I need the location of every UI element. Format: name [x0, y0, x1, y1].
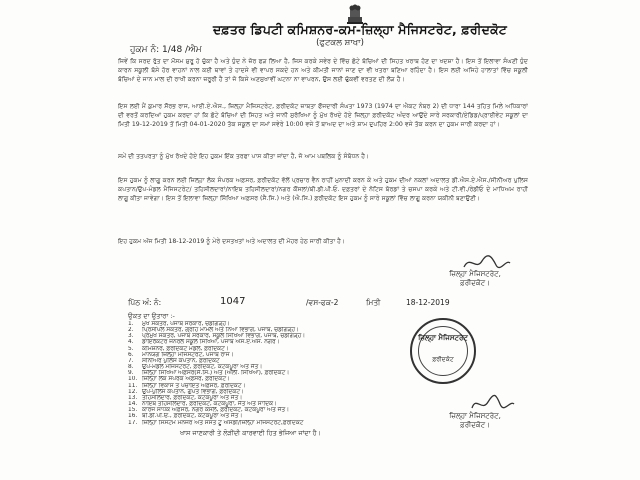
list-item: 1. ਮੁੱਖ ਸਕੱਤਰ, ਪੰਜਾਬ ਸਰਕਾਰ, ਚੰਡੀਗੜ੍ਹ।	[128, 321, 230, 327]
endorsement-date: 18-12-2019	[406, 298, 450, 307]
signature-block-2	[420, 412, 530, 430]
list-item: 8. ਉਪ-ਮੰਡਲ ਮੈਜਿਸਟਰੇਟ, ਫ਼ਰੀਦਕੋਟ, ਕੋਟਕਪੂਰਾ ਅਤੇ ਜੈਤੋ।	[128, 364, 263, 371]
official-stamp	[410, 318, 476, 384]
endorsement-number: 1047	[220, 296, 246, 307]
list-item: 17. ਜ਼ਿਲ੍ਹਾ ਸਿਸਟਮ ਮੈਨੇਜਰ ਅਤੇ ਸਸਤ ਟੂ ਐਸਡੀ/ਜ਼ਿਲ੍ਹਾ ਮੈਜਿਸਟਰੇਟ,ਫ਼ਰੀਦਕੋਟ	[128, 419, 304, 426]
signature-title-1: ਜ਼ਿਲ੍ਹਾ ਮੈਜਿਸਟਰੇਟ,	[449, 270, 501, 278]
distribution-list	[128, 321, 358, 426]
order-number: ਹੁਕਮ ਨੰ: 1/48 /ਐਮ	[130, 45, 202, 55]
signature-scribble-2	[470, 392, 516, 414]
list-item: 13. ਤਹਿਸੀਲਦਾਰ, ਫ਼ਰੀਦਕੋਟ, ਕੋਟਕਪੂਰਾ ਅਤੇ ਜੈਤੋ।	[128, 394, 243, 401]
list-item: 6. ਮਾਨਯੋਗ ਜ਼ਿਲ੍ਹਾ ਮੈਜਿਸਟਰੇਟ, ਪੰਜਾਬ ਰਾਜ।	[128, 351, 234, 358]
list-item: 16. ਬੀ.ਡੀ.ਪੀ.ਓ., ਫ਼ਰੀਦਕੋਟ, ਕੋਟਕਪੂਰਾ ਅਤੇ ਜੈਤੋ।	[128, 413, 243, 420]
footer-note: ਖਾਸ ਜਾਣਕਾਰੀ ਤੇ ਲੋੜੀਂਦੀ ਕਾਰਵਾਈ ਹਿਤ ਭੇਜਿਆ ਜਾਂਦਾ ਹੈ।	[180, 429, 322, 437]
copy-to-title: ਉਕਤ ਦਾ ਉਤਾਰਾ :-	[128, 312, 175, 320]
list-item: 15. ਕਾਰਜ ਸਾਧਕ ਅਫ਼ਸਰ, ਨਗਰ ਕੌਂਸਲ, ਫ਼ਰੀਦਕੋਟ, ਕੋਟਕਪੂਰਾ ਅਤੇ ਜੈਤੋ।	[128, 407, 289, 414]
branch-subtitle: (ਫੁਟਕਲ ਸ਼ਾਖਾ)	[316, 38, 364, 48]
list-item: 7. ਸੀਨੀਅਰ ਪੁਲਿਸ ਕਪਤਾਨ, ਫ਼ਰੀਦਕੋਟ	[128, 357, 220, 364]
signature-place-1: ਫ਼ਰੀਦਕੋਟ।	[460, 279, 490, 287]
list-item: 10. ਜ਼ਿਲ੍ਹਾ ਲੋਕ ਸੰਪਰਕ ਅਫ਼ਸਰ, ਫ਼ਰੀਦਕੋਟ।	[128, 376, 230, 383]
signature-title-2: ਜ਼ਿਲ੍ਹਾ ਮੈਜਿਸਟਰੇਟ,	[449, 412, 501, 420]
paragraph-2: ਇਸ ਲਈ ਮੈਂ ਕੁਮਾਰ ਸੌਰਭ ਰਾਜ, ਆਈ.ਏ.ਐਸ., ਜ਼ਿਲ੍ਹਾ ਮੈਜਿਸਟਰੇਟ, ਫ਼ਰੀਦਕੋਟ ਜ਼ਾਬਤਾ ਫੌਜਦਾਰੀ ਸੰਘਤਾ 1973 (1974 ਦਾ ਐਕਟ ਨੰਬਰ 2) ਦੀ ਧਾਰਾ 144 ਤਹਿਤ ਮਿਲੇ ਅਧਿਕਾਰਾਂ ਦੀ ਵਰਤੋਂ ਕਰਦਿਆਂ ਹੁਕਮ ਕਰਦਾ ਹਾਂ ਕਿ ਛੋਟੇ ਬੱਚਿਆਂ ਦੀ ਸਿਹਤ ਅਤੇ ਜਾਨੀ ਸੁਰੱਖਿਆ ਨੂੰ ਮੁੱਖ ਰੱਖਦੇ ਹੋਏ ਜ਼ਿਲ੍ਹਾ ਫ਼ਰੀਦਕੋਟ ਅੰਦਰ ਆਉਂਦੇ ਸਾਰੇ ਸਰਕਾਰੀ/ਏਡਿਡ/ਪ੍ਰਾਈਵੇਟ ਸਕੂਲਾਂ ਦਾ ਮਿਤੀ 19-12-2019 ਤੋਂ ਮਿਤੀ 04-01-2020 ਤੱਕ ਸਕੂਲ ਦਾ ਸਮਾਂ ਸਵੇਰੇ 10:00 ਵਜੇ ਤੋਂ ਬਾਅਦ ਦਾ ਅਤੇ ਸ਼ਾਮ ਦੁਪਹਿਰ 2:00 ਵਜੇ ਤੱਕ ਕਰਨ ਦਾ ਹੁਕਮ ਜਾਰੀ ਕਰਦਾ ਹਾਂ।	[118, 103, 528, 129]
list-item: 11. ਜ਼ਿਲ੍ਹਾ ਵਿਕਾਸ ਤੇ ਪੰਚਾਇਤ ਅਫ਼ਸਰ, ਫ਼ਰੀਦਕੋਟ।	[128, 382, 246, 389]
list-item: 9. ਜ਼ਿਲ੍ਹਾ ਸਿੱਖਿਆ ਅਫ਼ਸਰ(ਸੈ.ਸਿ.) ਅਤੇ (ਐਲੀ. ਸਿੱਖਿਆ), ਫ਼ਰੀਦਕੋਟ।	[128, 370, 290, 377]
endorsement-branch: /ਵਸ-ਫਕ-2	[306, 298, 339, 307]
list-item: 5. ਕਮਿਸ਼ਨਰ, ਫ਼ਰੀਦਕੋਟ ਮੰਡਲ, ਫ਼ਰੀਦਕੋਟ।	[128, 345, 229, 352]
paragraph-5: ਇਹ ਹੁਕਮ ਅੱਜ ਮਿਤੀ 18-12-2019 ਨੂੰ ਮੇਰੇ ਦਸਤਖਤਾਂ ਅਤੇ ਅਦਾਲਤ ਦੀ ਮੋਹਰ ਹੇਠ ਜਾਰੀ ਕੀਤਾ ਹੈ।	[118, 238, 346, 245]
signature-block-1	[425, 270, 525, 288]
paragraph-3: ਸਮੇਂ ਦੀ ਤਤਪਰਤਾ ਨੂੰ ਮੁੱਖ ਰੱਖਦੇ ਹੋਏ ਇਹ ਹੁਕਮ ਇੱਕ ਤਰਫਾ ਪਾਸ ਕੀਤਾ ਜਾਂਦਾ ਹੈ, ਜੋ ਆਮ ਪਬਲਿਕ ਨੂੰ ਸੰਬੋਧਨ ਹੈ।	[118, 153, 370, 160]
stamp-top-text: ਜ਼ਿਲ੍ਹਾ ਮੈਜਿਸਟਰੇਟ	[418, 334, 468, 342]
stamp-bottom-text: ਫ਼ਰੀਦਕੋਟ	[432, 356, 454, 363]
list-item: 4. ਡਾਇਰੈਕਟਰ ਜਨਰਲ ਸਕੂਲ ਸਿੱਖਿਆ, ਪੰਜਾਬ ਐਸ.ਏ.ਐਸ. ਨਗਰ।	[128, 339, 280, 346]
paragraph-4: ਇਸ ਹੁਕਮ ਨੂੰ ਲਾਗੂ ਕਰਨ ਲਈ ਜ਼ਿਲ੍ਹਾ ਲੋਕ ਸੰਪਰਕ ਅਫ਼ਸਰ, ਫ਼ਰੀਦਕੋਟ ਵੱਲੋਂ ਪ੍ਰਚਾਰ ਵੈਨ ਰਾਹੀਂ ਮੁਨਾਦੀ ਕਰਨ ਕੇ ਅਤੇ ਹੁਕਮ ਦੀਆਂ ਨਕਲਾਂ ਅਦਾਲਤ ਡੀ.ਐਸ.ਏ.ਐਸ./ਸੀਨੀਅਰ ਪੁਲਿਸ ਕਪਤਾਨ/ਉਪ-ਮੰਡਲ ਮੈਜਿਸਟਰੇਟ/ ਤਹਿਸੀਲਦਾਰਾਂ/ਨਾਇਬ ਤਹਿਸੀਲਦਾਰਾਂ/ਨਗਰ ਕੌਂਸਲਾਂ/ਬੀ.ਡੀ.ਪੀ.ਓ. ਦਫ਼ਤਰਾਂ ਦੇ ਨੋਟਿਸ ਬੋਰਡਾਂ ਤੇ ਚਸਪਾ ਕਰਕੇ ਅਤੇ ਟੀ.ਵੀ./ਰੇਡੀਓ ਦੇ ਮਾਧਿਅਮ ਰਾਹੀਂ ਲਾਗੂ ਕੀਤਾ ਜਾਵੇਗਾ। ਇਸ ਤੋਂ ਇਲਾਵਾ ਜ਼ਿਲ੍ਹਾ ਸਿੱਖਿਆ ਅਫ਼ਸਰ (ਸੈ.ਸਿ.) ਅਤੇ (ਐ.ਸਿ.) ਫ਼ਰੀਦਕੋਟ ਇਸ ਹੁਕਮ ਨੂੰ ਸਾਰੇ ਸਕੂਲਾਂ ਵਿੱਚ ਲਾਗੂ ਕਰਨਾ ਯਕੀਨੀ ਬਣਾਉਣੀ।	[118, 177, 528, 203]
signature-place-2: ਫ਼ਰੀਦਕੋਟ।	[460, 421, 490, 429]
endorsement-label: ਪਿੱਠ ਅੰ: ਨੰ:	[128, 298, 162, 307]
page-title: ਦਫ਼ਤਰ ਡਿਪਟੀ ਕਮਿਸ਼ਨਰ-ਕਮ-ਜ਼ਿਲ੍ਹਾ ਮੈਜਿਸਟਰੇਟ, ਫ਼ਰੀਦਕੋਟ	[212, 22, 508, 37]
endorsement-date-label: ਮਿਤੀ	[366, 298, 381, 307]
paragraph-1: ਜਿਵੇਂ ਕਿ ਸਰਦ ਰੁੱਤ ਦਾ ਮੌਸਮ ਸ਼ੁਰੂ ਹੋ ਚੁੱਕਾ ਹੈ ਅਤੇ ਧੁੰਦ ਨੇ ਜ਼ੋਰ ਫੜ ਲਿਆ ਹੈ, ਜਿਸ ਕਰਕੇ ਸਵੇਰ ਦੇ ਵਿੱਚ ਛੋਟੇ ਬੱਚਿਆਂ ਦੀ ਸਿਹਤ ਖਰਾਬ ਹੋਣ ਦਾ ਖਦਸ਼ਾ ਹੈ। ਇਸ ਤੋਂ ਇਲਾਵਾ ਸੰਘਣੀ ਧੁੰਦ ਕਾਰਨ ਸਕੂਲੀ ਬੱਸੇ ਹੋਰ ਵਾਹਨਾਂ ਨਾਲ ਕਈ ਥਾਵਾਂ ਤੇ ਹਾਦਸੇ ਵੀ ਵਾਪਰ ਸਕਦੇ ਹਨ ਅਤੇ ਕੀਮਤੀ ਜਾਨਾਂ ਜਾਣ ਦਾ ਵੀ ਖਤਰਾ ਬਣਿਆ ਰਹਿੰਦਾ ਹੈ। ਇਸ ਲਈ ਅਜਿਹੇ ਹਾਲਾਤਾਂ ਵਿੱਚ ਸਕੂਲੀ ਬੱਚਿਆਂ ਦੇ ਜਾਨ ਮਾਲ ਦੀ ਰਾਖੀ ਕਰਨਾ ਜ਼ਰੂਰੀ ਹੈ ਤਾਂ ਜੋ ਕਿਸੇ ਅਣਸੁਖਾਵੀਂ ਘਟਨਾ ਨਾ ਵਾਪਰਨ, ਉਸ ਲਈ ਢੁੱਕਵੀਂ ਵਰਤਣ ਦੀ ਲੋੜ ਹੈ।	[118, 58, 528, 84]
list-item: 3. ਪ੍ਰਮੁੱਖ ਸਕੱਤਰ, ਪੰਜਾਬ ਸਰਕਾਰ, ਸਕੂਲ ਸਿੱਖਿਆ ਵਿਭਾਗ, ਪੰਜਾਬ, ਚੰਡੀਗੜ੍ਹ।	[128, 333, 306, 340]
list-item: 14. ਨਾਇਬ ਤਹਿਸੀਲਦਾਰ, ਫ਼ਰੀਦਕੋਟ, ਕੋਟਕਪੂਰਾ, ਜੈਤੋ ਅਤੇ ਸਾਦਿਕ।	[128, 401, 277, 408]
list-item: 2. ਪ੍ਰਿੰਸੀਪਲ ਸਕੱਤਰ, ਗ੍ਰਹਿ ਮਾਮਲੇ ਅਤੇ ਨਿਆਂ ਵਿਭਾਗ, ਪੰਜਾਬ, ਚੰਡੀਗੜ੍ਹ।	[128, 327, 299, 334]
list-item: 12. ਉਪ-ਪੁਲਿਸ ਕਪਤਾਨ, ਗੁਪਤ ਵਿਭਾਗ, ਫ਼ਰੀਦਕੋਟ।	[128, 388, 244, 395]
